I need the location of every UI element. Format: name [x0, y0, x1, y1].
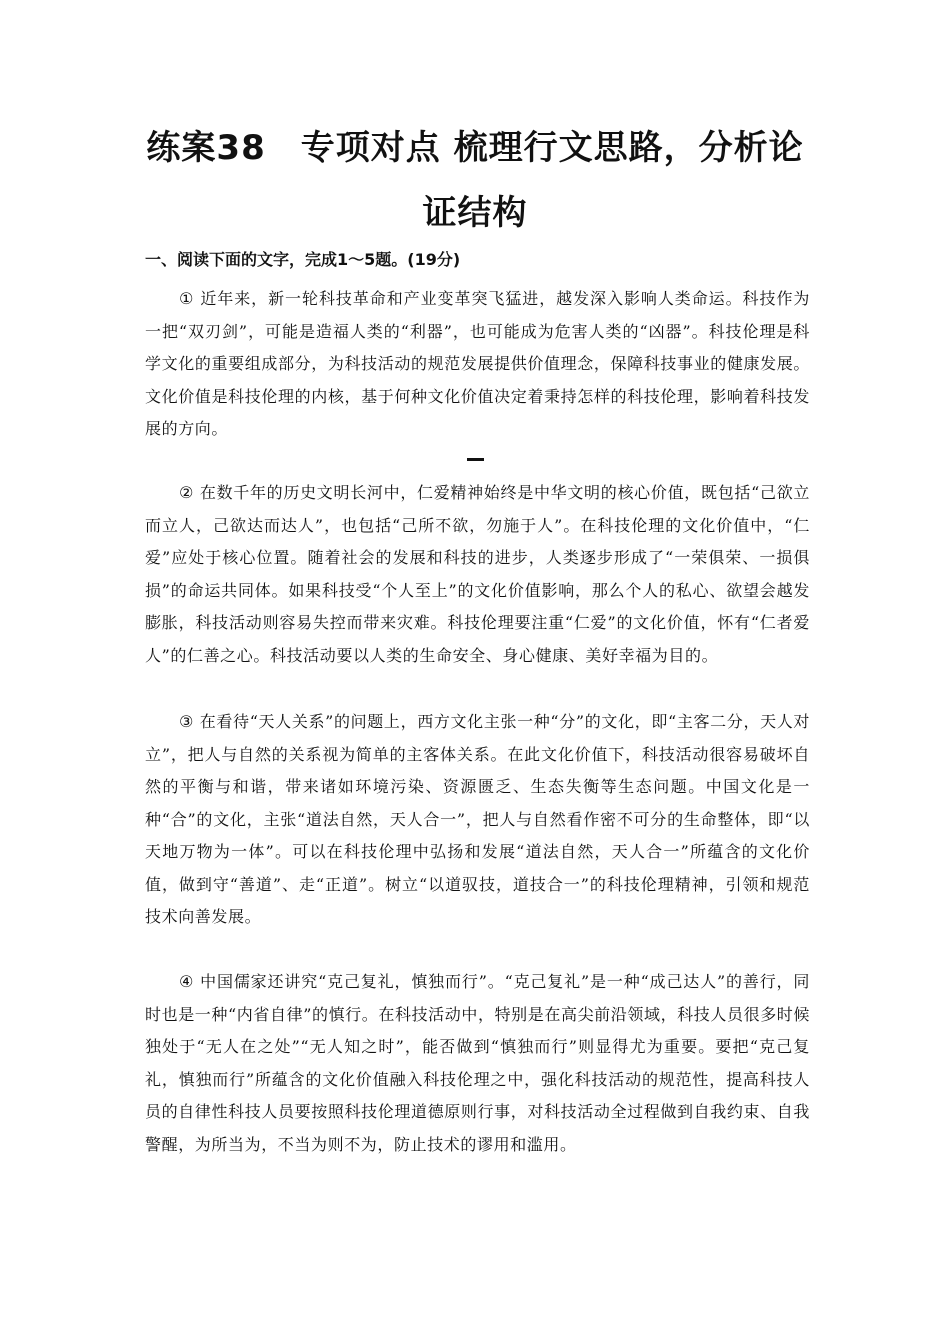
section-heading: 一、阅读下面的文字，完成1～5题。(19分)	[145, 250, 461, 269]
paragraph-text: 近年来，新一轮科技革命和产业变革突飞猛进，越发深入影响人类命运。科技作为一把“双刃剑”，可能是造福人类的“利器”，也可能成为危害人类的“凶器”。科技伦理是科学文化的重要组成部分，为科技活动的规范发展提供价值理念，保障科技事业的健康发展。文化价值是科技伦理的内核，基于何种文化价值决定着秉持怎样的科技伦理，影响着科技发展的方向。	[145, 289, 810, 438]
paragraph-text: 在看待“天人关系”的问题上，西方文化主张一种“分”的文化，即“主客二分，天人对立”，把人与自然的关系视为简单的主客体关系。在此文化价值下，科技活动很容易破坏自然的平衡与和谐，带来诸如环境污染、资源匮乏、生态失衡等生态问题。中国文化是一种“合”的文化，主张“道法自然，天人合一”，把人与自然看作密不可分的生命整体，即“以天地万物为一体”。可以在科技伦理中弘扬和发展“道法自然，天人合一”所蕴含的文化价值，做到守“善道”、走“正道”。树立“以道驭技，道技合一”的科技伦理精神，引领和规范技术向善发展。	[145, 712, 810, 926]
paragraph-text: 中国儒家还讲究“克己复礼，慎独而行”。“克己复礼”是一种“成己达人”的善行，同时也是一种“内省自律”的慎行。在科技活动中，特别是在高尖前沿领域，科技人员很多时候独处于“无人在之处”“无人知之时”，能否做到“慎独而行”则显得尤为重要。要把“克己复礼，慎独而行”所蕴含的文化价值融入科技伦理之中，强化科技活动的规范性，提高科技人员的自律性科技人员要按照科技伦理道德原则行事，对科技活动全过程做到自我约束、自我警醒，为所当为，不当为则不为，防止技术的谬用和滥用。	[145, 972, 811, 1154]
paragraph-3	[145, 706, 810, 934]
paragraph-2	[145, 477, 810, 672]
paragraph-number: ④	[179, 972, 195, 991]
paragraph-1	[145, 283, 810, 446]
paragraph-text: 在数千年的历史文明长河中，仁爱精神始终是中华文明的核心价值，既包括“己欲立而立人，己欲达而达人”，也包括“己所不欲，勿施于人”。在科技伦理的文化价值中，“仁爱”应处于核心位置。随着社会的发展和科技的进步，人类逐步形成了“一荣俱荣、一损俱损”的命运共同体。如果科技受“个人至上”的文化价值影响，那么个人的私心、欲望会越发膨胀，科技活动则容易失控而带来灾难。科技伦理要注重“仁爱”的文化价值，怀有“仁者爱人”的仁善之心。科技活动要以人类的生命安全、身心健康、美好幸福为目的。	[145, 483, 810, 665]
paragraph-number: ②	[179, 483, 195, 502]
document-title-line-2: 证结构	[422, 193, 528, 233]
paragraph-number: ①	[179, 289, 195, 308]
section-divider	[467, 458, 484, 461]
document-title-line-1: 练案38 专项对点 梳理行文思路，分析论	[146, 128, 804, 168]
paragraph-4	[145, 966, 810, 1161]
paragraph-number: ③	[179, 712, 194, 731]
